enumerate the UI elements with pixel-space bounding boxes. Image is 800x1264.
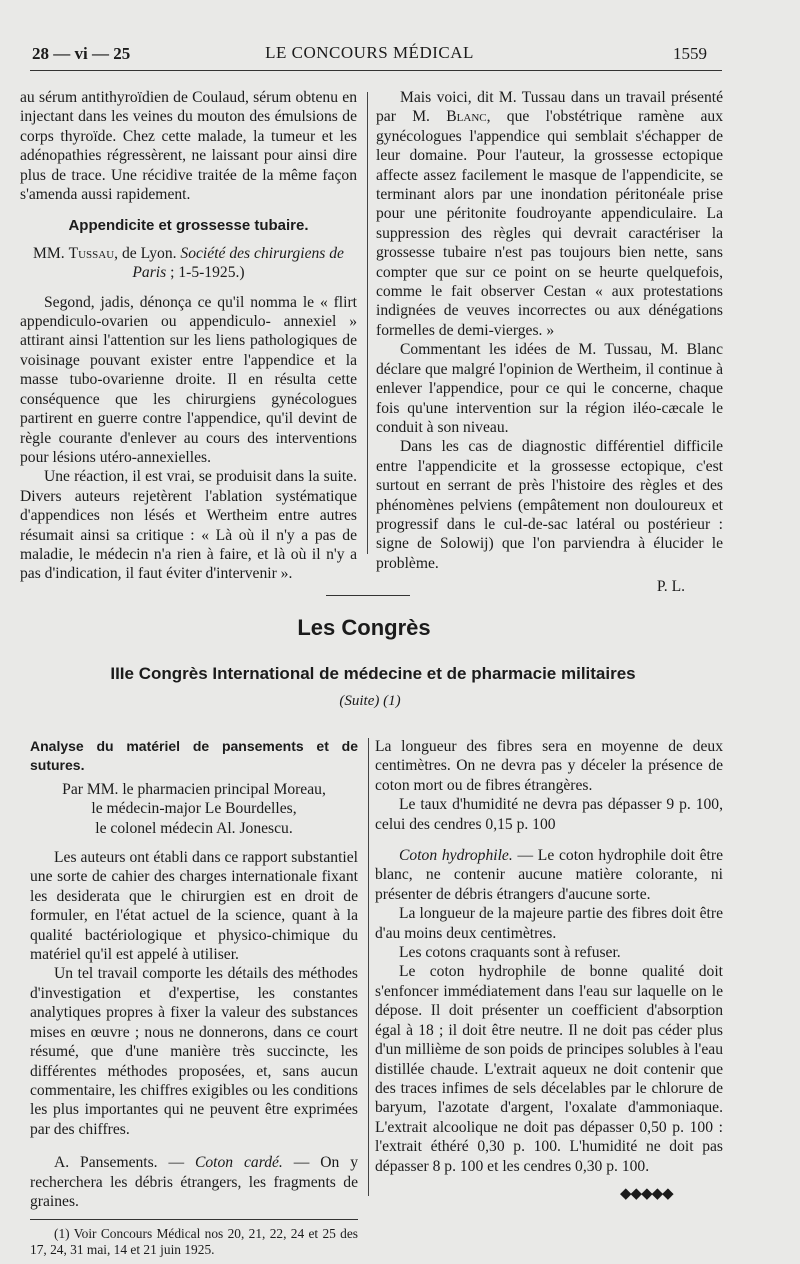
bottom-right-column xyxy=(375,737,723,1176)
header-page-number: 1559 xyxy=(673,44,707,63)
footnote: (1) Voir Concours Médical nos 20, 21, 22, 24 et 25 des 17, 24, 31 mai, 14 et 21 juin 1925. xyxy=(30,1226,358,1258)
paragraph: Le taux d'humidité ne devra pas dépasser 9 p. 100, celui des cendres 0,15 p. 100 xyxy=(375,796,723,833)
ref-author: Tussau xyxy=(68,244,115,262)
authors xyxy=(30,780,358,838)
ref-prefix: MM. xyxy=(33,244,69,262)
paragraph: Les cotons craquants sont à refuser. xyxy=(399,944,621,962)
text: Coton hydrophile. xyxy=(399,847,513,865)
author-line: le colonel médecin Al. Jonescu. xyxy=(95,819,293,837)
reference xyxy=(20,244,357,283)
ref-date: ; 1-5-1925.) xyxy=(166,264,245,282)
paragraph: Dans les cas de diagnostic différentiel difficile entre l'appendicite et la grossesse ectopique, c'est surtout en serrant de près l'histoire des règles et des phénomènes pelviens (empâtement non douloureux et progressif dans le cul-de-sac latéral ou postérieur : signe de Solowij) que l'on parviendra à élucider le problème. xyxy=(376,438,723,572)
section-heading: Les Congrès xyxy=(297,615,431,640)
article-title: Analyse du matériel de pansements et de sutures. xyxy=(30,738,358,774)
paragraph: Une réaction, il est vrai, se produisit dans la suite. Divers auteurs rejetèrent l'ablation systématique d'appendices non lésés et Wertheim entre autres résumait ainsi sa critique : « Là où il n'y a pas de maladie, le médecin n'a rien à faire, et là où il n'y a pas d'indication, il faut éviter d'intervenir ». xyxy=(20,468,357,583)
column-divider xyxy=(367,92,368,554)
signature: P. L. xyxy=(656,578,685,596)
suite-label: (Suite) (1) xyxy=(339,693,401,709)
text: — On y recherchera les débris étrangers, les fragments de graines. xyxy=(30,1154,358,1210)
paragraph: La longueur des fibres sera en moyenne de deux centimètres. On ne devra pas y déceler la présence de coton mort ou de fibres étrangères. xyxy=(375,738,723,794)
paragraph: La longueur de la majeure partie des fibres doit être d'au moins deux centimètres. xyxy=(375,905,723,942)
section-rule xyxy=(326,595,410,596)
section-title: Appendicite et grossesse tubaire. xyxy=(68,217,309,235)
author-line: le médecin-major Le Bourdelles, xyxy=(91,800,297,818)
header-date: 28 — vi — 25 xyxy=(32,44,131,63)
name-blanc: Blanc xyxy=(446,108,487,126)
column-divider xyxy=(368,738,369,1196)
paragraph xyxy=(30,1153,358,1211)
page-header xyxy=(32,40,707,68)
paragraph: Les auteurs ont établi dans ce rapport substantiel une sorte de cahier des charges internationale fixant les desiderata que le chirurgien est en droit de formuler, en l'état actuel de la science, quant à la qualité bactériologique et physico-chimique du matériel qu'il est appelé à utiliser. xyxy=(30,849,358,964)
top-right-column xyxy=(376,88,723,597)
top-left-column xyxy=(20,88,357,584)
text: Coton cardé. xyxy=(194,1154,283,1172)
text: A. Pansements. — xyxy=(54,1154,195,1172)
text: — Le coton hydrophile doit être blanc, ne contenir aucune matière colorante, ni présenter de débris étrangers d'aucune sorte. xyxy=(375,847,724,903)
paragraph: Le coton hydrophile de bonne qualité doit s'enfoncer immédiatement dans l'eau sur laquelle on le dépose. Il doit présenter un coefficient d'absorption égal à 18 ; il doit être neutre. Il ne doit pas céder plus d'un millième de son poids de principes solubles à l'eau distillée chaude. L'extrait aqueux ne doit contenir que des traces infimes de sels décelables par le chlorure de baryum, l'azotate d'argent, l'oxalate d'ammoniaque. L'extrait alcoolique ne doit pas dépasser 0,50 p. 100 : l'extrait éthéré 0,30 p. 100. L'humidité ne doit pas dépasser 8 p. 100 et les cendres 0,30 p. 100. xyxy=(375,963,723,1175)
text: Mais voici, dit M. Tussau dans un travail présenté par M. xyxy=(376,89,723,126)
paragraph: Commentant les idées de M. Tussau, M. Blanc déclare que malgré l'opinion de Wertheim, il continue à enlever l'appendice, pour ce qui le concerne, chaque fois qu'une intervention sur la région iléo-cæcale le conduit à son niveau. xyxy=(376,341,723,436)
paragraph xyxy=(376,88,723,340)
paragraph: Segond, jadis, dénonça ce qu'il nomma le « flirt appendiculo-ovarien ou appendiculo- annexiel » attirant ainsi l'attention sur les liens pathologiques de voisinage pouvant exister entre l'appendice et la masse tubo-ovarienne droite. Il en résulta cette conséquence que les chirurgiens gynécologues partirent en guerre contre l'appendice, qu'il devint de règle courante d'enlever au cours des interventions pour lésions utéro-annexielles. xyxy=(20,293,357,466)
text: , que l'obstétrique ramène aux gynécologues l'appendice qui semblait s'échapper de leur domaine. Pour l'auteur, la grossesse ectopique affecte assez facilement le masque de l'appendicite, se terminant alors par une inondation péritonéale prise pour une péritonite foudroyante appendiculaire. La suppression des règles qui devrait caractériser la grossesse tubaire n'est pas toujours bien nette, sans compter que sur ce point on se heurte quelquefois, comme le fait observer Cestan « aux protestations indignées de veuves incorrectes ou aux dénégations formelles de demi-vierges. » xyxy=(376,108,723,339)
section-subheading: IIIe Congrès International de médecine et de pharmacie militaires xyxy=(110,664,636,683)
author-line: Par MM. le pharmacien principal Moreau, xyxy=(62,780,326,798)
end-ornament: ◆◆◆◆◆ xyxy=(620,1184,673,1202)
header-journal-title: LE CONCOURS MÉDICAL xyxy=(265,43,474,62)
footnote-rule xyxy=(30,1219,358,1220)
ref-society: Société des chirurgiens de Paris xyxy=(132,244,344,282)
bottom-left-column xyxy=(30,737,358,1258)
paragraph: au sérum antithyroïdien de Coulaud, sérum obtenu en injectant dans les veines du mouton des émulsions de corps thyroïde. Chez cette malade, la tumeur et les adénopathies régressèrent, ne laissant pour ainsi dire plus de trace. Une récidive traitée de la même façon s'amenda aussi rapidement. xyxy=(20,89,357,204)
paragraph: Un tel travail comporte les détails des méthodes d'investigation et d'expertise, les constantes analytiques propres à fixer la valeur des substances mises en œuvre ; nous ne donnerons, dans ce court résumé, que d'une manière très succincte, les différentes méthodes proposées, et, sans aucun commentaire, les chiffres exigibles ou les conditions les plus importantes qui ne peuvent être exprimées par des chiffres. xyxy=(30,965,358,1138)
paragraph xyxy=(375,846,723,904)
ref-mid: , de Lyon. xyxy=(114,244,181,262)
header-rule xyxy=(30,70,722,71)
